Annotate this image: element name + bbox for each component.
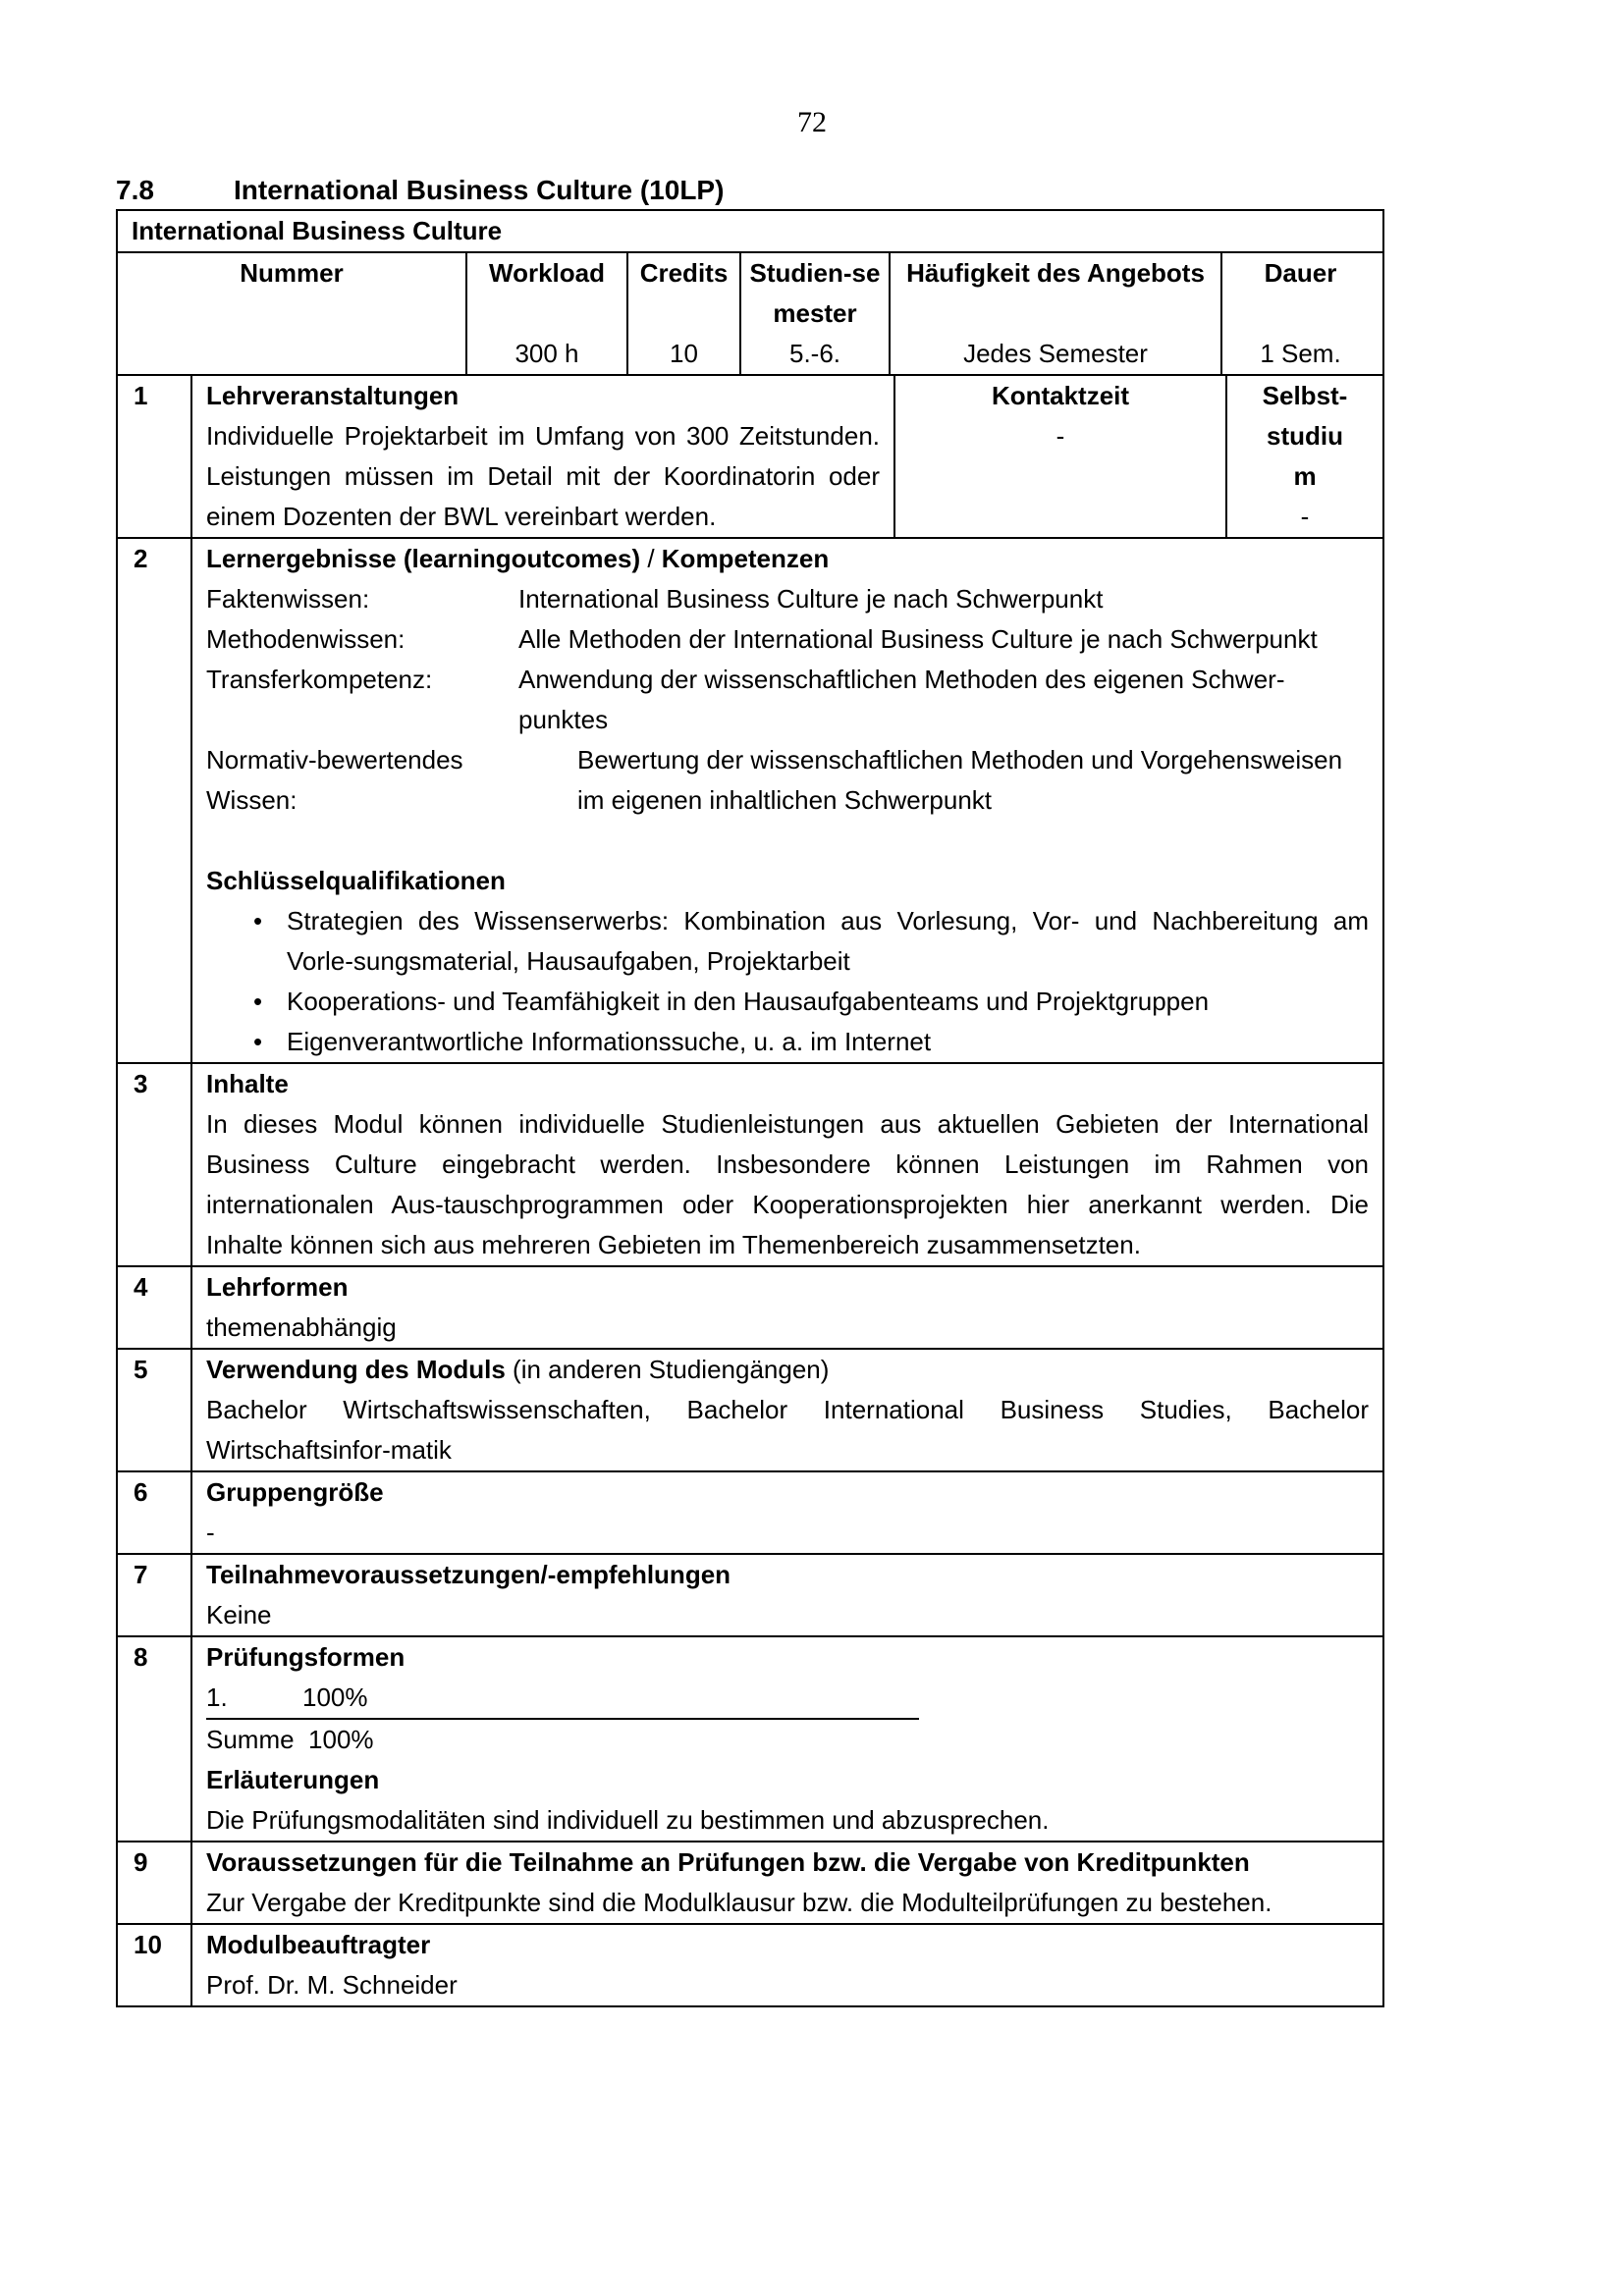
row-text: themenabhängig: [206, 1312, 397, 1342]
row-inhalte: [118, 1062, 1382, 1265]
outcome-value: International Business Culture je nach Schwerpunkt: [518, 584, 1104, 614]
header-duration-label: Dauer: [1264, 258, 1337, 288]
row-lehrveranstaltungen: [118, 374, 1382, 537]
module-table: [116, 209, 1384, 2007]
outcome-item: [206, 579, 1369, 619]
outcome-item: [206, 660, 1369, 740]
page-number: 72: [797, 106, 827, 138]
row-number: 10: [118, 1925, 192, 2005]
row-modulbeauftragter: [118, 1923, 1382, 2005]
exam-sum: Summe 100%: [206, 1725, 374, 1754]
header-frequency: [891, 253, 1222, 374]
spacer: [206, 821, 1369, 861]
row-heading: Voraussetzungen für die Teilnahme an Prüfungen bzw. die Vergabe von Kreditpunkten: [206, 1847, 1250, 1877]
row-body: [192, 1350, 1382, 1470]
outcome-item: [206, 619, 1369, 660]
section-number: 7.8: [116, 175, 154, 205]
outcome-value: Alle Methoden der International Business Culture je nach Schwerpunkt: [518, 624, 1318, 654]
outcome-key: Methodenwissen:: [206, 624, 406, 654]
outcome-value: Bewertung der wissenschaftlichen Methoden und Vorgehensweisen im eigenen inhaltlichen Schwerpunkt: [577, 745, 1343, 815]
header-semester: [741, 253, 891, 374]
header-semester-value: 5.-6.: [788, 339, 841, 368]
row-heading-part: Lernergebnisse (learningoutcomes): [206, 544, 641, 573]
row-number: 5: [118, 1350, 192, 1470]
row-body: [192, 376, 1382, 537]
outcome-key: Normativ-bewertendes Wissen:: [206, 745, 463, 815]
row-pruefungsformen: [118, 1635, 1382, 1841]
row-text: Keine: [206, 1600, 272, 1629]
row-number: 2: [118, 539, 192, 1062]
header-credits: [628, 253, 741, 374]
row-body: [192, 1555, 1382, 1635]
row-heading: Lehrveranstaltungen: [206, 381, 460, 410]
row-heading: Modulbeauftragter: [206, 1930, 431, 1959]
row-number: 6: [118, 1472, 192, 1553]
outcome-value: Anwendung der wissenschaftlichen Methoden des eigenen Schwer-punktes: [518, 665, 1285, 734]
row-lehrformen: [118, 1265, 1382, 1348]
row-text: -: [206, 1518, 215, 1547]
row-text: In dieses Modul können individuelle Studienleistungen aus aktuellen Gebieten der International Business Culture eingebracht werden. Insbesondere können Leistungen im Rahmen von internationalen Aus-tauschprogrammen oder Kooperationsprojekten hier anerkannt werden. Die Inhalte können sich aus mehreren Gebieten im Themenbereich zusammensetzten.: [206, 1109, 1369, 1259]
row-heading: Prüfungsformen: [206, 1642, 406, 1672]
row-body: [192, 1064, 1382, 1265]
self-study-cell: [1227, 376, 1382, 537]
section-heading: [116, 175, 724, 206]
row-heading-part: Kompetenzen: [661, 544, 830, 573]
self-study-label: Selbst-studium: [1262, 381, 1348, 491]
exam-item: [206, 1678, 913, 1718]
exam-number: 1.: [206, 1682, 228, 1712]
row-number: 3: [118, 1064, 192, 1265]
header-workload-label: Workload: [489, 258, 605, 288]
header-workload-value: 300 h: [514, 339, 579, 368]
row-teilnahmevoraussetzungen: [118, 1553, 1382, 1635]
row-verwendung: [118, 1348, 1382, 1470]
row-heading: Lehrformen: [206, 1272, 349, 1302]
header-credits-value: 10: [670, 339, 698, 368]
notes-text: Die Prüfungsmodalitäten sind individuell zu bestimmen und abzusprechen.: [206, 1805, 1050, 1835]
row-lernergebnisse: [118, 537, 1382, 1062]
header-duration-value: 1 Sem.: [1260, 339, 1341, 368]
row-text: Zur Vergabe der Kreditpunkte sind die Modulklausur bzw. die Modulteilprüfungen zu bestehen.: [206, 1888, 1272, 1917]
header-frequency-label: Häufigkeit des Angebots: [906, 258, 1205, 288]
section-title: International Business Culture (10LP): [234, 175, 725, 205]
row-heading-suffix: (in anderen Studiengängen): [505, 1355, 830, 1384]
self-study-value: -: [1300, 502, 1310, 531]
row-voraussetzungen-pruefungen: [118, 1841, 1382, 1923]
header-workload: [467, 253, 628, 374]
row-text: Bachelor Wirtschaftswissenschaften, Bachelor International Business Studies, Bachelor Wirtschaftsinfor-matik: [206, 1395, 1369, 1465]
contact-time-label: Kontaktzeit: [991, 381, 1130, 410]
notes-heading: Erläuterungen: [206, 1765, 380, 1794]
list-item: • Eigenverantwortliche Informationssuche, u. a. im Internet: [253, 1022, 1369, 1062]
exam-percentage: 100%: [302, 1682, 368, 1712]
row-body: [192, 1267, 1382, 1348]
row-body: [192, 1842, 1382, 1923]
outcome-key: Faktenwissen:: [206, 584, 370, 614]
header-nummer-value: [118, 334, 465, 374]
courses-cell: [192, 376, 895, 537]
row-heading-separator: /: [640, 544, 662, 573]
list-item: • Strategien des Wissenserwerbs: Kombination aus Vorlesung, Vor- und Nachbereitung am Vorle-sungsmaterial, Hausaufgaben, Projektarbeit: [253, 901, 1369, 982]
key-qualifications-list: [206, 901, 1369, 1062]
row-body: [192, 1925, 1382, 2005]
row-number: 7: [118, 1555, 192, 1635]
row-body: [192, 1472, 1382, 1553]
key-qualifications-heading: Schlüsselqualifikationen: [206, 866, 506, 895]
row-number: 1: [118, 376, 192, 537]
module-header-grid: [118, 251, 1382, 374]
row-heading: [206, 539, 1369, 579]
row-heading: Gruppengröße: [206, 1477, 384, 1507]
row-heading: Teilnahmevoraussetzungen/-empfehlungen: [206, 1560, 731, 1589]
module-title: International Business Culture: [132, 216, 503, 245]
courses-text: Individuelle Projektarbeit im Umfang von 300 Zeitstunden. Leistungen müssen im Detail mit der Koordinatorin oder einem Dozenten der BWL vereinbart werden.: [206, 421, 880, 531]
header-nummer: [118, 253, 467, 374]
outcome-key: Transferkompetenz:: [206, 665, 433, 694]
header-semester-label: Studien-semester: [749, 258, 881, 328]
row-body: [192, 1637, 1382, 1841]
header-duration: [1222, 253, 1379, 374]
contact-time-cell: [895, 376, 1227, 537]
row-heading: Inhalte: [206, 1069, 289, 1098]
row-number: 9: [118, 1842, 192, 1923]
row-body: [192, 539, 1382, 1062]
contact-time-value: -: [1056, 421, 1065, 451]
row-text: Prof. Dr. M. Schneider: [206, 1970, 458, 2000]
row-heading-part: Verwendung des Moduls: [206, 1355, 506, 1384]
header-frequency-value: Jedes Semester: [963, 339, 1148, 368]
row-gruppengroesse: [118, 1470, 1382, 1553]
header-nummer-label: Nummer: [240, 258, 344, 288]
row-number: 4: [118, 1267, 192, 1348]
row-heading: [206, 1350, 1369, 1390]
list-item: • Kooperations- und Teamfähigkeit in den Hausaufgabenteams und Projektgruppen: [253, 982, 1369, 1022]
row-number: 8: [118, 1637, 192, 1841]
outcome-item: [206, 740, 1369, 821]
header-credits-label: Credits: [639, 258, 729, 288]
